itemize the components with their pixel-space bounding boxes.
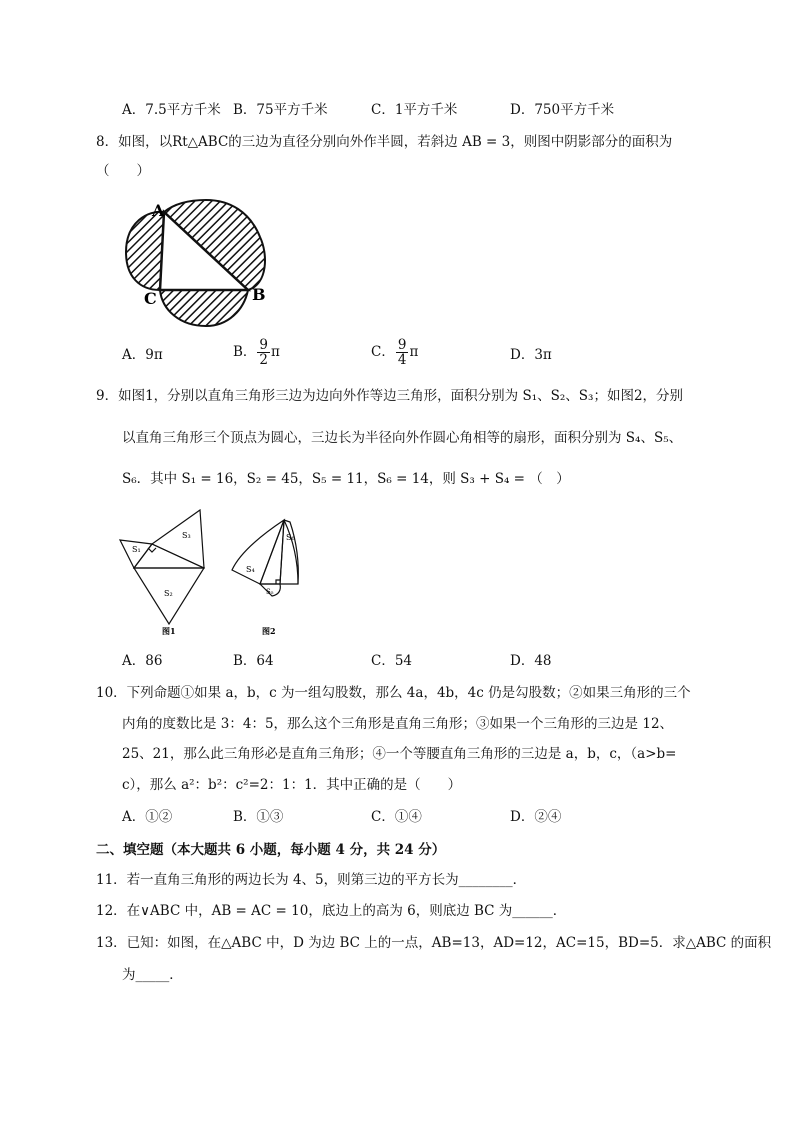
q10-line-2: 内角的度数比是 3：4：5，那么这个三角形是直角三角形；③如果一个三角形的三边是 12、 — [122, 716, 674, 732]
q10-line-3: 25、21，那么此三角形必是直角三角形；④一个等腰直角三角形的三边是 a，b，c，（a>b= — [122, 746, 677, 762]
q9-fig1-caption: 图1 — [162, 626, 176, 636]
q9-option-a: A．86 — [122, 653, 163, 669]
q10-option-d: D．②④ — [510, 809, 562, 825]
q8-option-b-fraction — [257, 338, 270, 367]
q9-line-1: 9．如图1，分别以直角三角形三边为边向外作等边三角形，面积分别为 S₁、S₂、S₃；如图2，分别 — [96, 388, 684, 404]
q7-option-d: D．750平方千米 — [510, 102, 615, 118]
q13-line-1: 13．已知：如图，在△ABC 中，D 为边 BC 上的一点，AB=13，AD=12，AC=15，BD=5．求△ABC 的面积 — [96, 935, 772, 951]
q8-option-b-prefix: B． — [233, 344, 257, 360]
q9-fig2-caption: 图2 — [262, 626, 276, 636]
q10-line-4: c），那么 a²：b²：c²=2：1：1．其中正确的是（ ） — [122, 777, 462, 793]
q9-line-3: S₆．其中 S₁ = 16，S₂ = 45，S₅ = 11，S₆ = 14，则 S₃ + S₄ = （ ） — [122, 471, 570, 487]
q13-line-2: 为_____． — [122, 967, 183, 983]
q8-option-a: A．9π — [122, 347, 163, 363]
q9-option-b: B．64 — [233, 653, 274, 669]
q10-option-b: B．①③ — [233, 809, 284, 825]
q8-label-c: C — [144, 289, 157, 308]
q8-option-d: D．3π — [510, 347, 552, 363]
q9-fig1-s2: S₂ — [164, 589, 173, 598]
q7-option-b: B．75平方千米 — [233, 102, 328, 118]
q8-option-c-numerator: 9 — [397, 337, 407, 353]
q7-option-a: A．7.5平方千米 — [122, 102, 221, 118]
q9-line-2: 以直角三角形三个顶点为圆心，三边长为半径向外作圆心角相等的扇形，面积分别为 S₄、S₅、 — [122, 430, 683, 446]
q9-fig2-s6: S₆ — [286, 533, 295, 542]
q8-figure — [118, 192, 298, 332]
q8-paren: （ ） — [96, 163, 150, 179]
q9-fig2-s5: S₅ — [266, 588, 274, 596]
q8-option-b-suffix: π — [271, 344, 280, 360]
q8-option-c-fraction — [396, 338, 409, 367]
q9-fig2-s4: S₄ — [246, 565, 255, 574]
q11: 11．若一直角三角形的两边长为 4、5，则第三边的平方长为________． — [96, 872, 527, 888]
q10-option-c: C．①④ — [371, 809, 422, 825]
q8-option-c-prefix: C． — [371, 344, 395, 360]
q8-option-c-suffix: π — [409, 344, 419, 360]
q10-line-1: 10．下列命题①如果 a，b，c 为一组勾股数，那么 4a，4b，4c 仍是勾股数；②如果三角形的三个 — [96, 685, 691, 701]
q12: 12．在∨ABC 中，AB = AC = 10，底边上的高为 6，则底边 BC 为______． — [96, 903, 567, 919]
q8-option-b — [233, 338, 280, 367]
q9-option-c: C．54 — [371, 653, 413, 669]
q7-option-c: C．1平方千米 — [371, 102, 458, 118]
q8-option-c — [371, 338, 418, 367]
q8-option-b-numerator: 9 — [259, 337, 269, 353]
q9-fig1-s1: S₁ — [132, 545, 141, 554]
q9-figures — [112, 500, 312, 645]
q8-option-b-denominator: 2 — [259, 352, 269, 368]
q8-label-a: A — [152, 201, 165, 220]
q9-option-d: D．48 — [510, 653, 552, 669]
section-2-heading: 二、填空题（本大题共 6 小题，每小题 4 分，共 24 分） — [96, 842, 446, 858]
q8-option-c-denominator: 4 — [397, 352, 407, 368]
q9-fig1-s3: S₃ — [182, 531, 191, 540]
q8-label-b: B — [252, 285, 266, 304]
q8-stem: 8．如图，以Rt△ABC的三边为直径分别向外作半圆，若斜边 AB = 3，则图中阴影部分的面积为 — [96, 134, 673, 150]
q10-option-a: A．①② — [122, 809, 173, 825]
